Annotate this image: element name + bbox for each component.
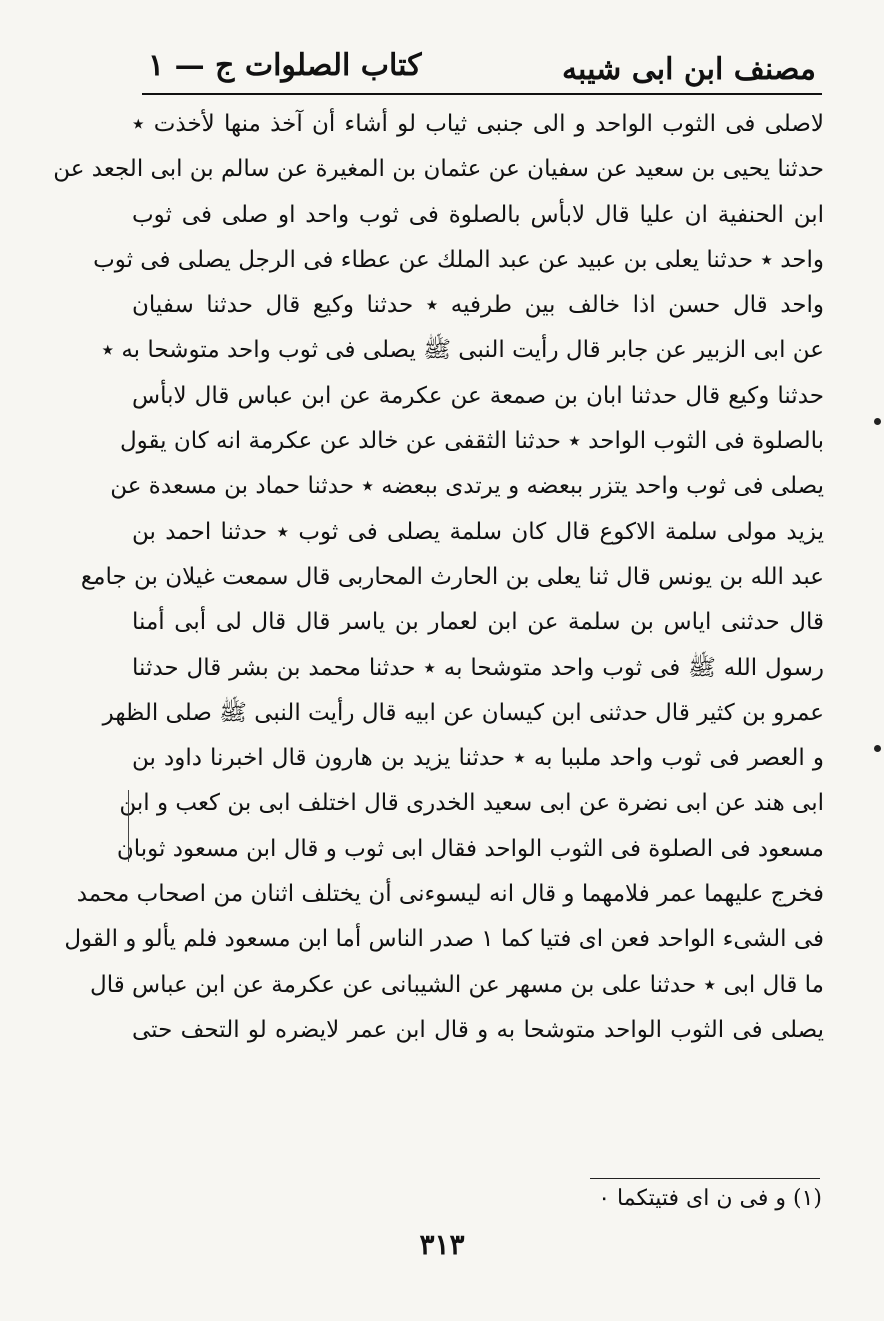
text-line: حدثنا يحيى بن سعيد عن سفيان عن عثمان بن المغيرة عن سالم بن ابى الجعد عن [53, 156, 824, 183]
chapter-title: كتاب الصلوات ج — ١ [148, 48, 422, 83]
text-line: حدثنا وكيع قال حدثنا ابان بن صمعة عن عكرمة عن ابن عباس قال لابأس [132, 382, 824, 409]
margin-bar [128, 790, 129, 862]
text-line: عن ابى الزبير عن جابر قال رأيت النبى ﷺ يصلى فى ثوب واحد متوشحا به ٭ [101, 337, 824, 364]
header-rule [142, 93, 822, 95]
text-line: يصلى فى ثوب واحد يتزر ببعضه و يرتدى ببعضه ٭ حدثنا حماد بن مسعدة عن [110, 473, 824, 500]
text-line: يزيد مولى سلمة الاكوع قال كان سلمة يصلى فى ثوب ٭ حدثنا احمد بن [132, 518, 824, 545]
text-line: عمرو بن كثير قال حدثنى ابن كيسان عن ابيه قال رأيت النبى ﷺ صلى الظهر [102, 699, 824, 726]
text-line: فخرج عليهما عمر فلامهما و قال انه ليسوءنى أن يختلف اثنان من اصحاب محمد [76, 881, 824, 908]
text-line: بالصلوة فى الثوب الواحد ٭ حدثنا الثقفى عن خالد عن عكرمة انه كان يقول [119, 428, 824, 455]
text-line: فى الشىء الواحد فعن اى فتيا كما ١ صدر الناس أما ابن مسعود فلم يألو و القول [64, 926, 824, 953]
text-line: لاصلى فى الثوب الواحد و الى جنبى ثياب لو أشاء أن آخذ منها لأخذت ٭ [132, 111, 824, 137]
text-line: و العصر فى ثوب واحد ملببا به ٭ حدثنا يزيد بن هارون قال اخبرنا داود بن [132, 745, 824, 772]
page-number: ٣١٣ [419, 1228, 465, 1261]
main-text [53, 102, 824, 1053]
footnote: (١) و فى ن اى فتيتكما ٠ [598, 1186, 822, 1211]
book-title: مصنف ابن ابى شيبه [561, 52, 816, 87]
text-line: ابن الحنفية ان عليا قال لابأس بالصلوة فى ثوب واحد او صلى فى ثوب [132, 201, 824, 228]
text-line: مسعود فى الصلوة فى الثوب الواحد فقال ابى ثوب و قال ابن مسعود ثوبان [116, 835, 824, 862]
text-line: قال حدثنى اياس بن سلمة عن ابن لعمار بن ياسر قال قال لى أبى أمنا [132, 609, 824, 636]
text-line: ابى هند عن ابى نضرة عن ابى سعيد الخدرى قال اختلف ابى بن كعب و ابن [119, 790, 824, 817]
text-line: واحد ٭ حدثنا يعلى بن عبيد عن عبد الملك عن عطاء فى الرجل يصلى فى ثوب [93, 246, 824, 273]
margin-dot [874, 745, 881, 752]
margin-dot [874, 418, 881, 425]
running-header [140, 40, 820, 90]
footnote-rule [590, 1178, 820, 1179]
text-line: عبد الله بن يونس قال ثنا يعلى بن الحارث المحاربى قال سمعت غيلان بن جامع [80, 563, 824, 590]
text-line: واحد قال حسن اذا خالف بين طرفيه ٭ حدثنا وكيع قال حدثنا سفيان [132, 292, 824, 319]
text-line: رسول الله ﷺ فى ثوب واحد متوشحا به ٭ حدثنا محمد بن بشر قال حدثنا [132, 654, 824, 681]
text-line: يصلى فى الثوب الواحد متوشحا به و قال ابن عمر لايضره لو التحف حتى [132, 1016, 824, 1043]
text-line: ما قال ابى ٭ حدثنا على بن مسهر عن الشيبانى عن عكرمة عن ابن عباس قال [90, 971, 824, 998]
